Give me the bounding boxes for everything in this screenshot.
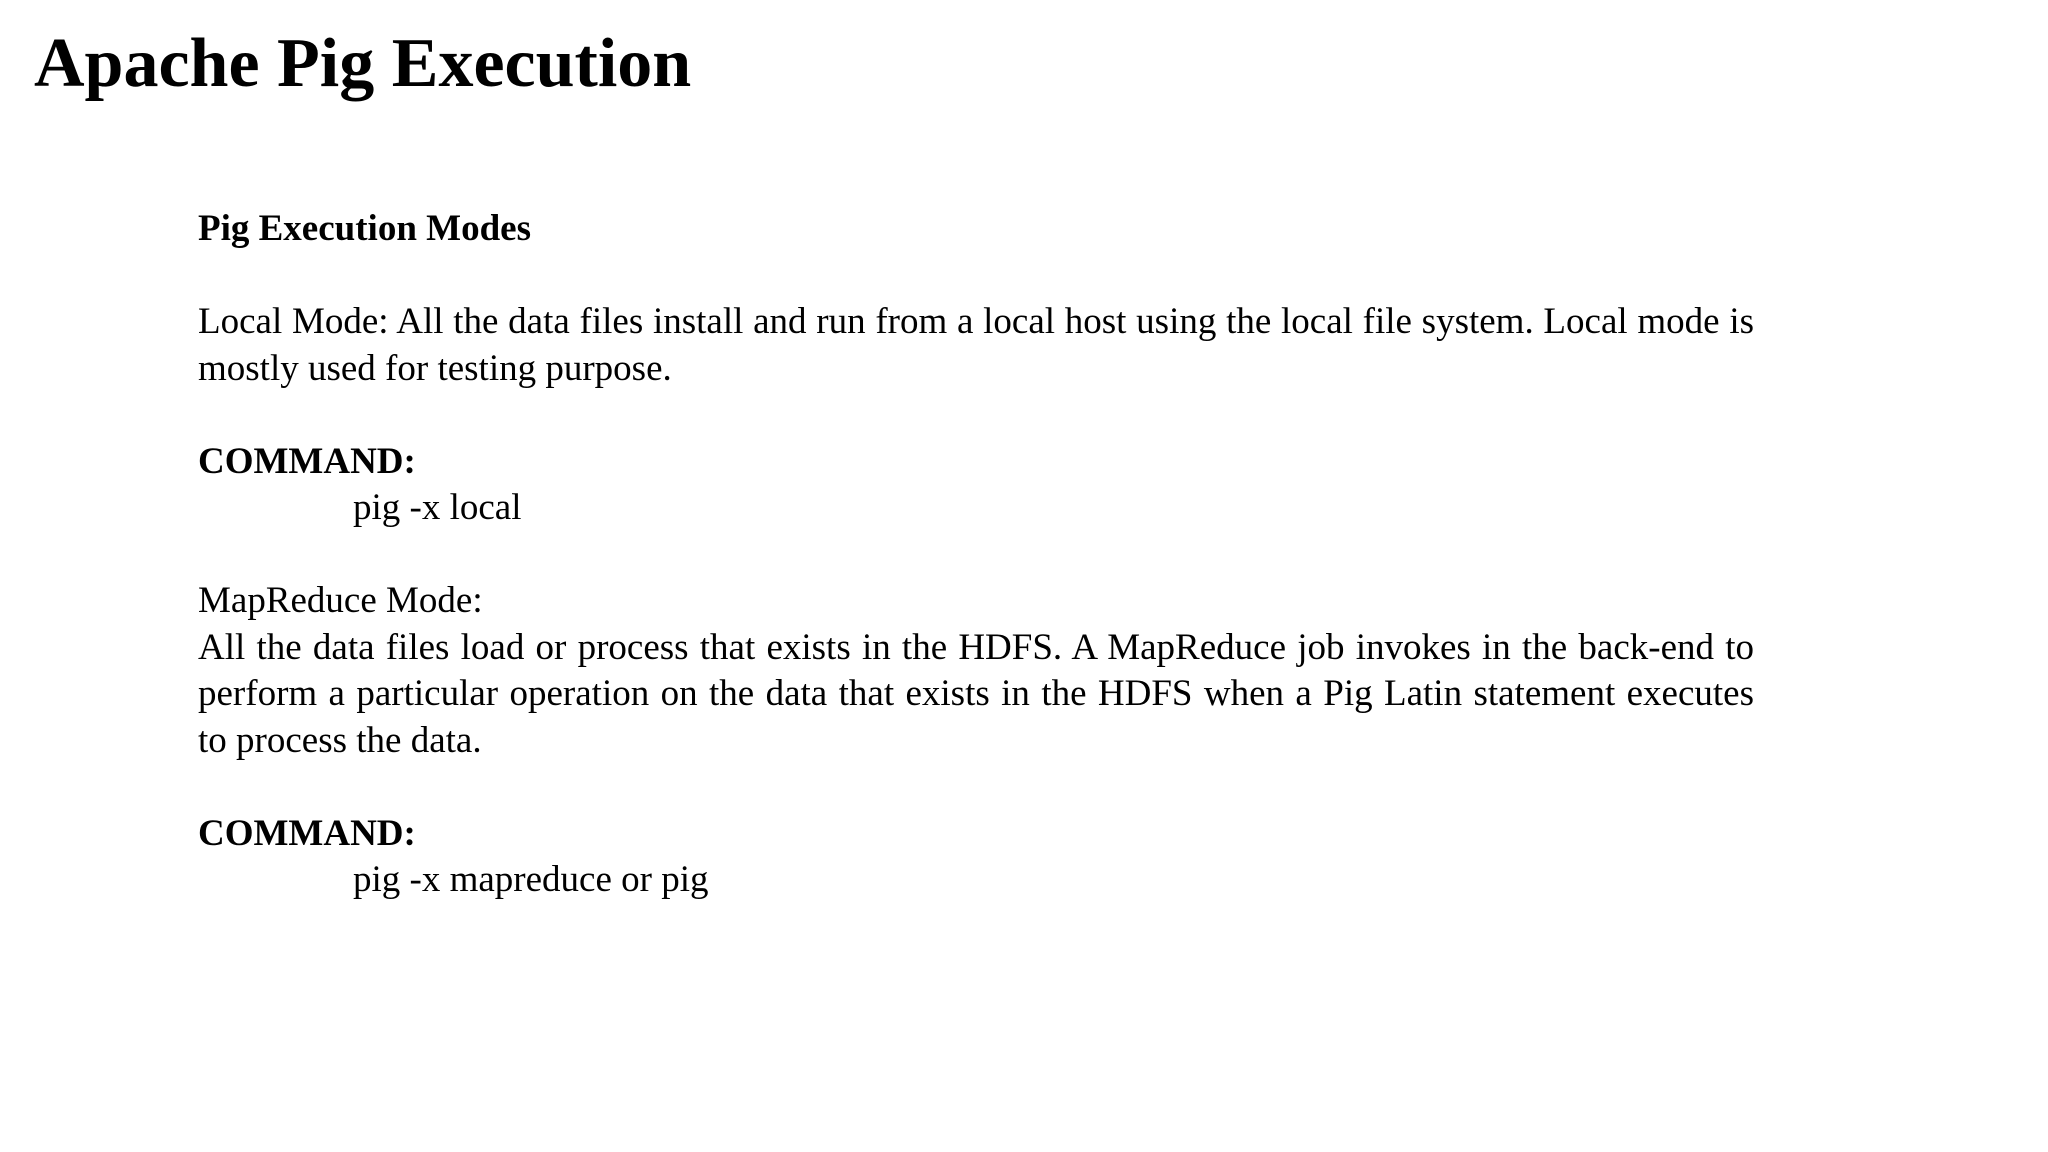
local-command: pig -x local: [353, 487, 522, 528]
spacer: [198, 253, 1754, 300]
spacer: [198, 532, 1754, 579]
spacer: [198, 392, 1754, 439]
local-command-label: COMMAND:: [198, 440, 416, 482]
slide-title: Apache Pig Execution: [34, 25, 692, 102]
mapreduce-command: pig -x mapreduce or pig: [353, 859, 709, 900]
local-mode-description: Local Mode: All the data files install and run from a local host using the local file system. Local mode is mostly used for testing purpose.: [198, 301, 1754, 389]
section-heading: Pig Execution Modes: [198, 208, 531, 249]
mapreduce-mode-heading: MapReduce Mode:: [198, 580, 483, 621]
mapreduce-mode-description: All the data files load or process that exists in the HDFS. A MapReduce job invokes in the back-end to perform a particular operation on the data that exists in the HDFS when a Pig Latin statement executes to process the data.: [198, 626, 1754, 761]
mapreduce-command-label: COMMAND:: [198, 812, 416, 854]
slide-body: [198, 206, 1754, 904]
spacer: [198, 764, 1754, 811]
